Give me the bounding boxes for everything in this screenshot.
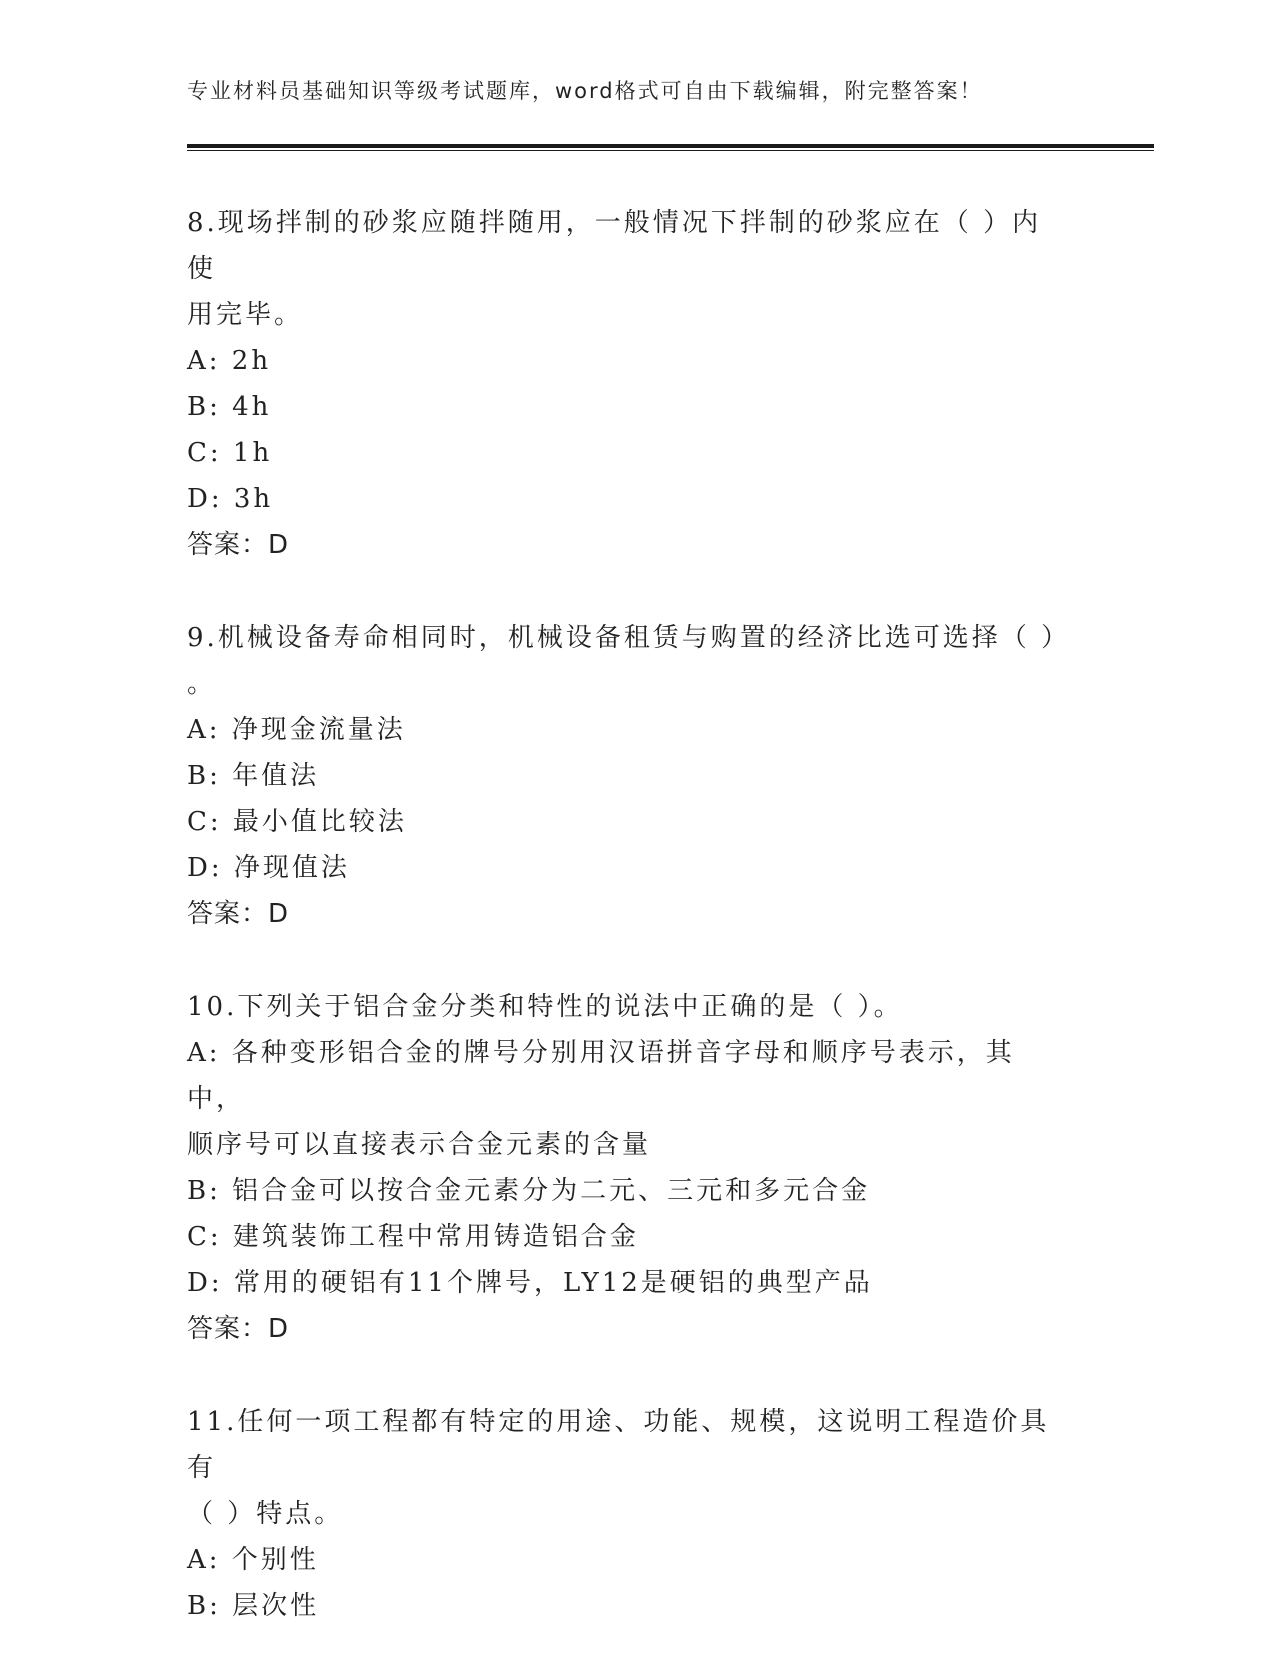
answer: 答案：D	[187, 899, 290, 929]
option-a: A: 2h	[187, 346, 272, 376]
option-d: D: 常用的硬铝有11个牌号，LY12是硬铝的典型产品	[187, 1268, 873, 1298]
option-d: D: 3h	[187, 484, 274, 514]
option-a: A: 个别性	[187, 1545, 319, 1575]
answer: 答案：D	[187, 1314, 290, 1344]
answer: 答案：D	[187, 530, 290, 560]
option-d: D: 净现值法	[187, 853, 350, 883]
question-stem: 9.机械设备寿命相同时，机械设备租赁与购置的经济比选可选择（ ）	[187, 623, 1071, 653]
option-a: A: 净现金流量法	[187, 715, 406, 745]
option-a: A: 各种变形铝合金的牌号分别用汉语拼音字母和顺序号表示，其中，	[187, 1038, 1015, 1114]
question-8	[187, 200, 1067, 568]
page-header: 专业材料员基础知识等级考试题库，word格式可自由下载编辑，附完整答案！	[187, 79, 983, 103]
option-c: C: 最小值比较法	[187, 807, 407, 837]
question-list	[187, 200, 1071, 1676]
question-stem: 11.任何一项工程都有特定的用途、功能、规模，这说明工程造价具有	[187, 1407, 1050, 1483]
question-stem: 用完毕。	[187, 300, 304, 330]
option-b: B: 4h	[187, 392, 272, 422]
question-stem: 10.下列关于铝合金分类和特性的说法中正确的是（ ）。	[187, 992, 903, 1022]
question-10	[187, 984, 1067, 1352]
header-rule-thick	[187, 144, 1154, 148]
option-a-continued: 顺序号可以直接表示合金元素的含量	[187, 1130, 652, 1160]
question-stem: 。	[187, 669, 217, 699]
option-b: B: 层次性	[187, 1591, 320, 1621]
option-c: C: 1h	[187, 438, 273, 468]
option-c: C: 建筑装饰工程中常用铸造铝合金	[187, 1222, 639, 1252]
question-9	[187, 615, 1071, 937]
question-stem: （ ）特点。	[187, 1499, 344, 1529]
option-b: B: 年值法	[187, 761, 320, 791]
question-stem: 8.现场拌制的砂浆应随拌随用，一般情况下拌制的砂浆应在（ ）内使	[187, 208, 1042, 284]
header-rule-thin	[187, 150, 1154, 151]
question-11	[187, 1399, 1067, 1629]
option-b: B: 铝合金可以按合金元素分为二元、三元和多元合金	[187, 1176, 871, 1206]
